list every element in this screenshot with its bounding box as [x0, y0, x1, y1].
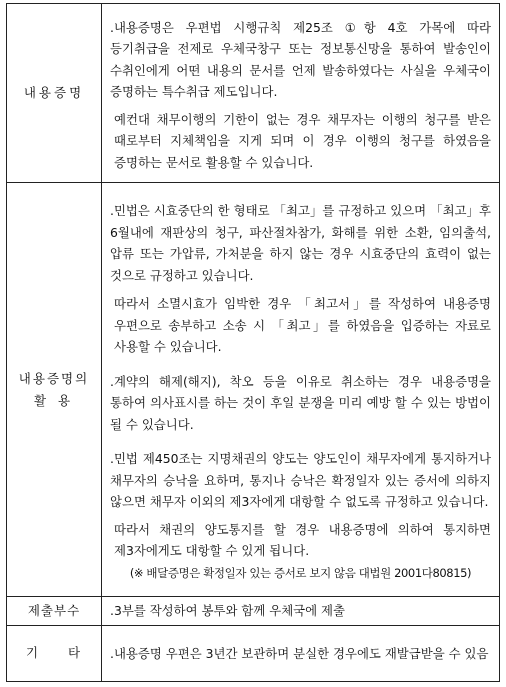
footnote: (※ 배달증명은 확정일자 있는 증서로 보지 않음 대법원 2001다80815)	[129, 565, 472, 580]
paragraph: .민법은 시효중단의 한 형태로 「최고」를 규정하고 있으며 「최고」후 6월내에 재판상의 청구, 파산절차참가, 화해를 위한 소환, 임의출석, 압류 또는 가압류, 가처분을 하지 않는 경우 시효중단의 효력이 없는 것으로 규정하고 있습니다.	[110, 203, 491, 283]
paragraph: .내용증명은 우편법 시행규칙 제25조 ①항 4호 가목에 따라 등기취급을 전제로 우체국창구 또는 정보통신망을 통하여 발송인이 수취인에게 어떤 내용의 문서를 언제 발송하였다는 사실을 우체국이 증명하는 특수취급 제도입니다.	[110, 19, 491, 100]
paragraph: 따라서 채권의 양도통지를 할 경우 내용증명에 의하여 통지하면 제3자에게도 대항할 수 있게 됩니다.	[114, 521, 491, 559]
row-content-cell	[102, 596, 500, 625]
paragraph: .민법 제450조는 지명채권의 양도는 양도인이 채무자에게 통지하거나 채무자의 승낙을 요하며, 통지나 승낙은 확정일자 있는 증서에 의하지 않으면 채무자 이외의 제3자에게 대항할 수 없도록 규정하고 있습니다.	[110, 451, 491, 510]
info-table	[6, 3, 500, 682]
row-content-cell	[102, 4, 500, 183]
row-label: 활 용	[33, 392, 75, 408]
paragraph: .계약의 해제(해지), 착오 등을 이유로 취소하는 경우 내용증명을 통하여 의사표시를 하는 것이 후일 분쟁을 미리 예방 할 수 있는 방법이 될 수 있습니다.	[110, 373, 491, 432]
row-label: 제출부수	[27, 602, 81, 618]
row-label: 내용증명의	[18, 370, 90, 386]
row-label-cell	[7, 4, 102, 183]
paragraph: .3부를 작성하여 봉투와 함께 우체국에 제출	[110, 603, 345, 619]
row-label: 기 타	[25, 645, 83, 661]
paragraph: 예컨대 채무이행의 기한이 없는 경우 채무자는 이행의 청구를 받은 때로부터 지체책임을 지게 되며 이 경우 이행의 청구를 하였음을 증명하는 문서로 활용할 수 있습니다.	[114, 111, 491, 170]
row-label-cell	[7, 596, 102, 625]
row-label-cell	[7, 183, 102, 597]
table-row	[7, 625, 500, 681]
paragraph: .내용증명 우편은 3년간 보관하며 분실한 경우에도 재발급받을 수 있음	[110, 645, 489, 661]
row-label-cell	[7, 625, 102, 681]
table-row	[7, 596, 500, 625]
row-content-cell	[102, 183, 500, 597]
row-content-cell	[102, 625, 500, 681]
table-row	[7, 183, 500, 597]
row-label: 내용증명	[23, 85, 85, 101]
table-row	[7, 4, 500, 183]
paragraph: 따라서 소멸시효가 임박한 경우 「최고서」를 작성하여 내용증명 우편으로 송부하고 소송 시 「최고」를 하였음을 입증하는 자료로 사용할 수 있습니다.	[114, 296, 491, 355]
